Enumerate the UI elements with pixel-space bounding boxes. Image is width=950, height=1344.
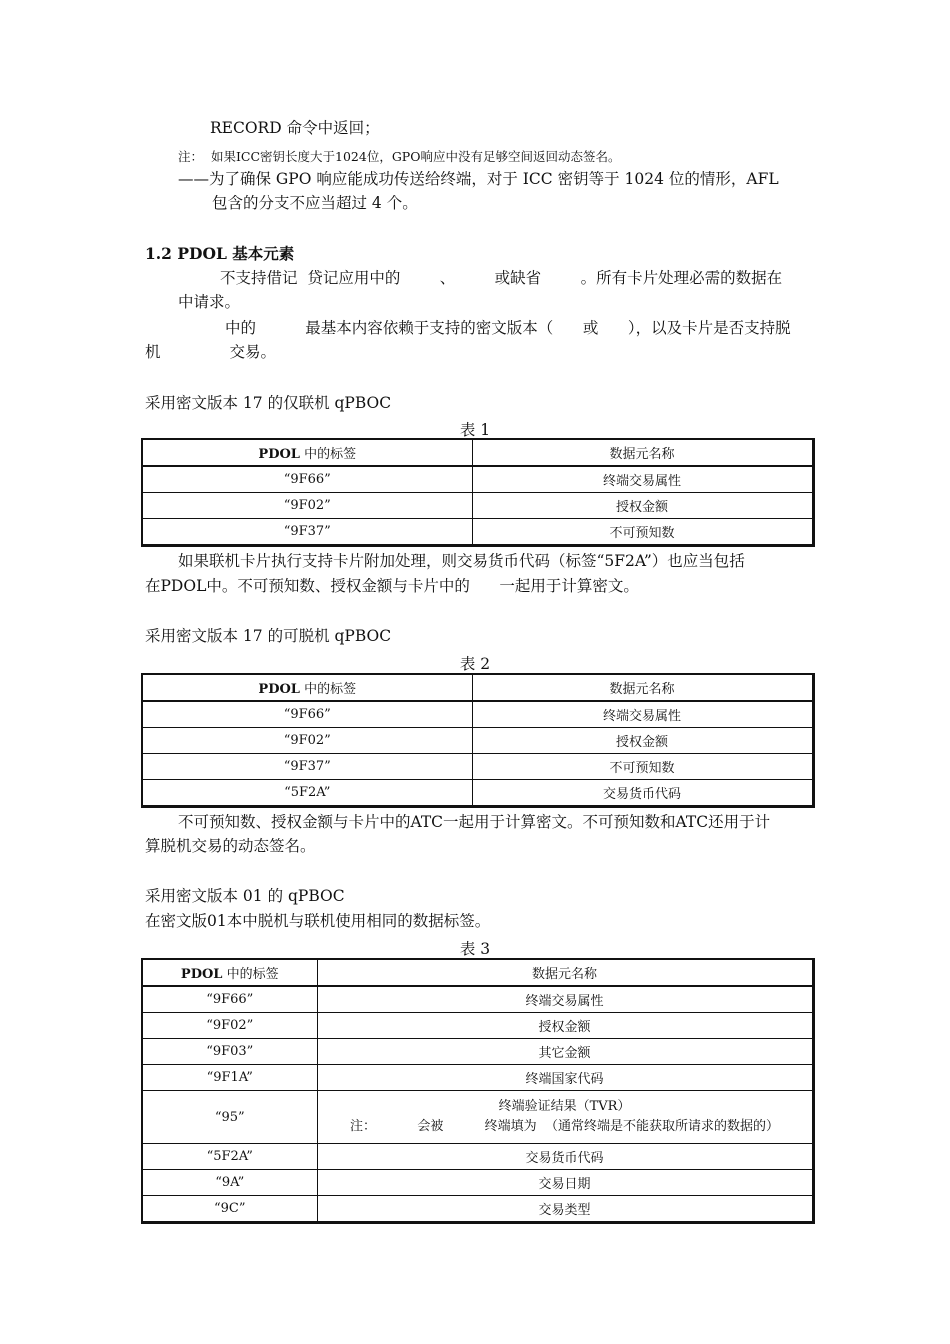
table-row	[142, 1170, 813, 1196]
table2-cell-tag: “9F37”	[142, 754, 472, 780]
table-row	[142, 1039, 813, 1065]
section-heading-number: 1.2 PDOL	[145, 244, 227, 263]
table3	[141, 958, 815, 1224]
table-row	[142, 986, 813, 1013]
section-heading	[145, 244, 294, 264]
table-row	[142, 493, 813, 519]
table2-cell-name: 不可预知数	[472, 754, 813, 780]
table1-caption: 表 1	[459, 421, 491, 439]
table3-cell-tag: “5F2A”	[142, 1144, 317, 1170]
table-row	[142, 754, 813, 780]
table-row	[142, 519, 813, 546]
table1-cell-name: 终端交易属性	[472, 466, 813, 493]
record-command-line: RECORD 命令中返回；	[210, 119, 380, 137]
table3-caption: 表 3	[459, 940, 491, 958]
table1-cell-tag: “9F37”	[142, 519, 472, 546]
table1-intro: 采用密文版本 17 的仅联机 qPBOC	[145, 394, 392, 412]
table2-header-row	[142, 674, 813, 701]
table1-cell-tag: “9F02”	[142, 493, 472, 519]
table2-header-name: 数据元名称	[472, 674, 813, 701]
table2-cell-tag: “5F2A”	[142, 780, 472, 807]
table2-cell-name: 终端交易属性	[472, 701, 813, 728]
tvr-name: 终端验证结果（TVR）	[498, 1099, 631, 1114]
table-row	[142, 1144, 813, 1170]
table2-after-line-2: 算脱机交易的动态签名。	[145, 837, 316, 855]
table-row	[142, 701, 813, 728]
tvr-note: 注： 会被 终端填为 （通常终端是不能获取所请求的数据的）	[350, 1119, 779, 1134]
table2-after-line-1: 不可预知数、授权金额与卡片中的ATC一起用于计算密文。不可预知数和ATC还用于计	[178, 813, 771, 831]
table3-cell-name: 交易日期	[317, 1170, 813, 1196]
table2-caption: 表 2	[459, 655, 491, 673]
table-row-tvr	[142, 1091, 813, 1144]
table3-cell-name: 授权金额	[317, 1013, 813, 1039]
gpo-dash-line-1: ——为了确保 GPO 响应能成功传送给终端，对于 ICC 密钥等于 1024 位的情形，AFL	[178, 170, 779, 188]
section-heading-text: 基本元素	[226, 244, 295, 263]
table3-header-row	[142, 959, 813, 986]
table3-cell-tag: “9F1A”	[142, 1065, 317, 1091]
section-para-1-line-1: 不支持借记 贷记应用中的 、 或缺省 。所有卡片处理必需的数据在	[220, 269, 783, 287]
table1-cell-tag: “9F66”	[142, 466, 472, 493]
table1-header-tag: PDOL 中的标签	[142, 439, 472, 466]
table1-header-row	[142, 439, 813, 466]
table2-cell-tag: “9F66”	[142, 701, 472, 728]
table1-after-line-2: 在PDOL中。不可预知数、授权金额与卡片中的 一起用于计算密文。	[145, 577, 639, 595]
table3-cell-name: 交易货币代码	[317, 1144, 813, 1170]
table3-cell-name: 终端交易属性	[317, 986, 813, 1013]
table3-cell-tag: “9A”	[142, 1170, 317, 1196]
table1	[141, 438, 815, 547]
table3-cell-name: 交易类型	[317, 1196, 813, 1223]
table3-cell-name	[317, 1091, 813, 1144]
table3-cell-tag: “95”	[142, 1091, 317, 1144]
table2-intro: 采用密文版本 17 的可脱机 qPBOC	[145, 627, 392, 645]
table-row	[142, 780, 813, 807]
table-row	[142, 1013, 813, 1039]
table1-cell-name: 不可预知数	[472, 519, 813, 546]
table3-cell-tag: “9C”	[142, 1196, 317, 1223]
table3-header-name: 数据元名称	[317, 959, 813, 986]
table2-header-tag: PDOL 中的标签	[142, 674, 472, 701]
table2	[141, 673, 815, 808]
table-row	[142, 1196, 813, 1223]
icc-key-note: 注： 如果ICC密钥长度大于1024位，GPO响应中没有足够空间返回动态签名。	[178, 149, 621, 164]
table-row	[142, 466, 813, 493]
table3-cell-tag: “9F03”	[142, 1039, 317, 1065]
gpo-dash-line-2: 包含的分支不应当超过 4 个。	[212, 194, 418, 212]
table3-intro-2: 在密文版01本中脱机与联机使用相同的数据标签。	[145, 912, 491, 930]
table-row	[142, 728, 813, 754]
table3-intro: 采用密文版本 01 的 qPBOC	[145, 887, 345, 905]
table3-cell-tag: “9F66”	[142, 986, 317, 1013]
table3-header-tag: PDOL 中的标签	[142, 959, 317, 986]
section-para-2-line-1: 中的 最基本内容依赖于支持的密文版本（ 或 ），以及卡片是否支持脱	[225, 319, 791, 337]
section-para-2-line-2: 机 交易。	[145, 343, 276, 361]
section-para-1-line-2: 中请求。	[178, 293, 241, 311]
table1-cell-name: 授权金额	[472, 493, 813, 519]
table3-cell-tag: “9F02”	[142, 1013, 317, 1039]
table2-cell-tag: “9F02”	[142, 728, 472, 754]
table2-cell-name: 交易货币代码	[472, 780, 813, 807]
table-row	[142, 1065, 813, 1091]
table3-cell-name: 其它金额	[317, 1039, 813, 1065]
table1-header-name: 数据元名称	[472, 439, 813, 466]
table3-cell-name: 终端国家代码	[317, 1065, 813, 1091]
table2-cell-name: 授权金额	[472, 728, 813, 754]
table1-after-line-1: 如果联机卡片执行支持卡片附加处理，则交易货币代码（标签“5F2A”）也应当包括	[178, 552, 745, 570]
